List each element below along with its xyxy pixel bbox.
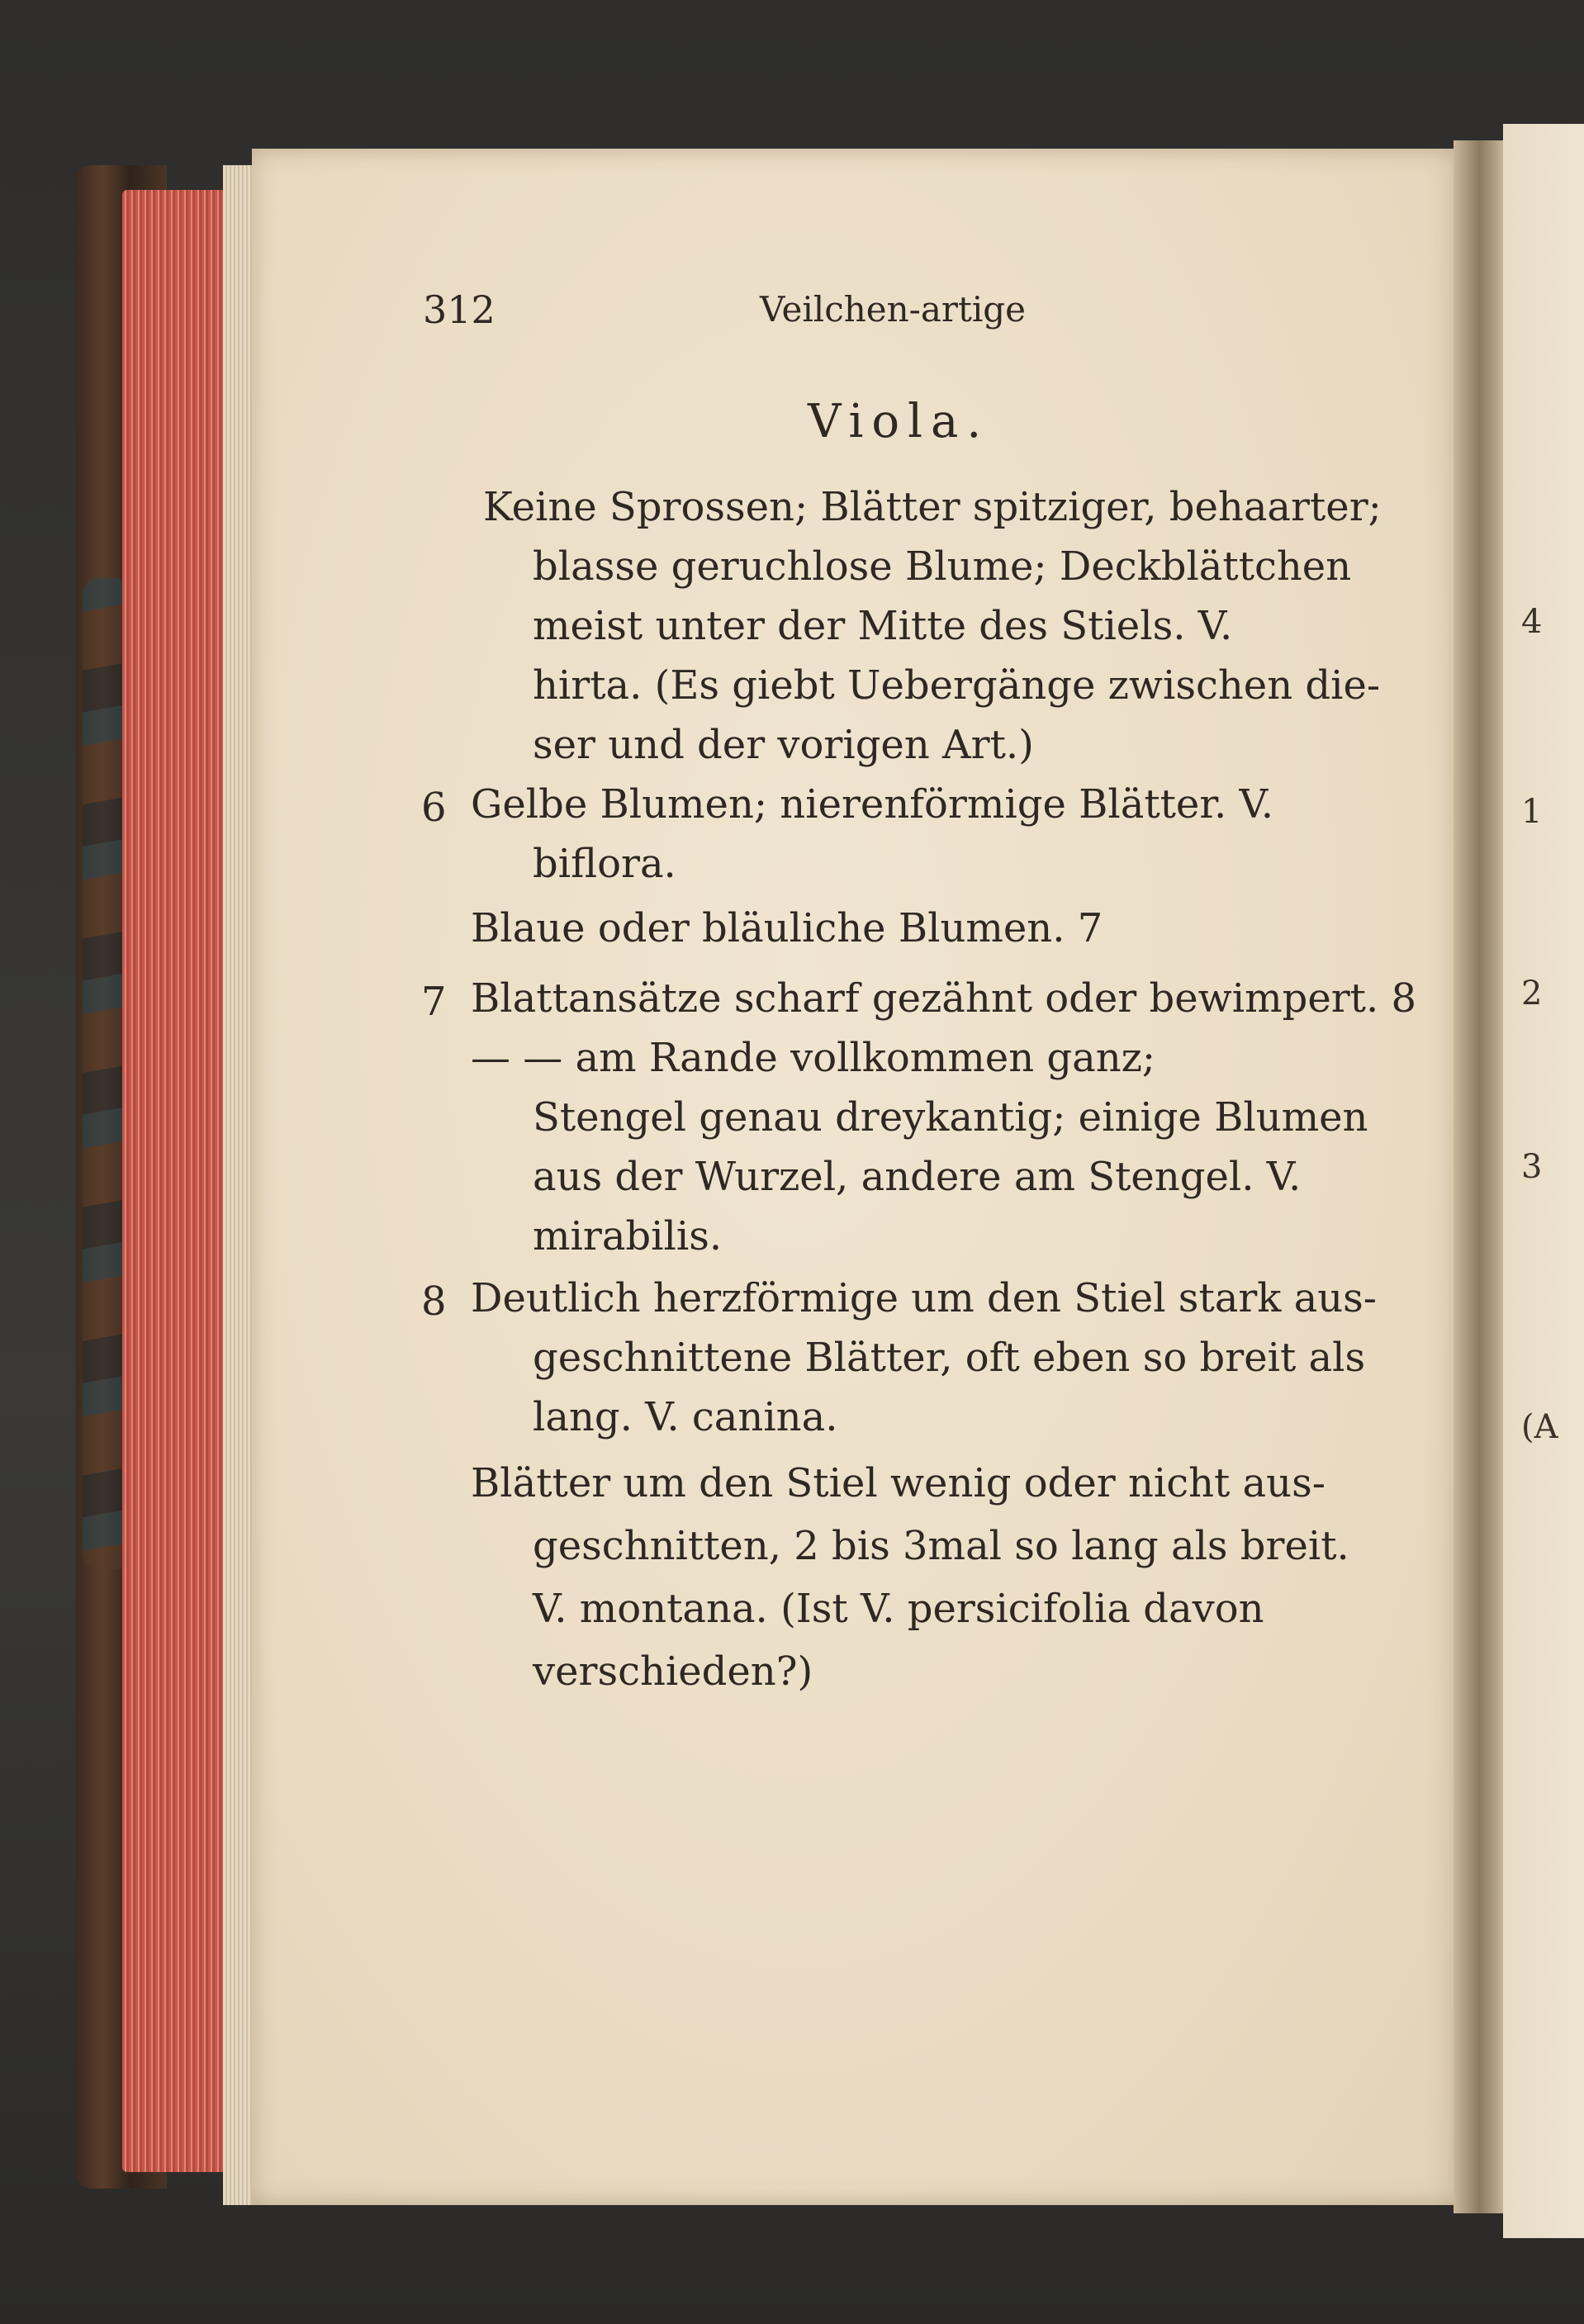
entry-line: Blätter um den Stiel wenig oder nicht aus- (471, 1460, 1326, 1506)
facing-page-edge (1503, 124, 1584, 2238)
key-number: 7 (421, 979, 447, 1025)
entry-line: Blattansätze scharf gezähnt oder bewimpert. 8 (471, 975, 1417, 1022)
entry-line: Stengel genau dreykantig; einige Blumen (533, 1094, 1368, 1141)
entry-line: ser und der vorigen Art.) (533, 722, 1034, 768)
entry-line: biflora. (533, 841, 676, 887)
entry-line: — — am Rande vollkommen ganz; (471, 1035, 1156, 1081)
facing-fragment: (A (1521, 1408, 1558, 1446)
entry-line: Deutlich herzförmige um den Stiel stark aus- (471, 1275, 1378, 1321)
entry-line: mirabilis. (533, 1213, 723, 1259)
key-number: 8 (421, 1278, 447, 1325)
entry-line: V. montana. (Ist V. persicifolia davon (533, 1586, 1264, 1632)
entry-line: Gelbe Blumen; nierenförmige Blätter. V. (471, 781, 1274, 828)
page-number: 312 (423, 287, 496, 332)
facing-fragment: 3 (1521, 1148, 1543, 1186)
entry-line: Blaue oder bläuliche Blumen. 7 (471, 905, 1103, 951)
entry-line: geschnittene Blätter, oft eben so breit als (533, 1335, 1366, 1381)
genus-heading: Viola. (808, 395, 990, 448)
entry-line: Keine Sprossen; Blätter spitziger, behaarter; (483, 484, 1382, 530)
entry-line: geschnitten, 2 bis 3mal so lang als breit. (533, 1523, 1349, 1569)
entry-line: meist unter der Mitte des Stiels. V. (533, 603, 1233, 649)
facing-fragment: 4 (1521, 603, 1543, 641)
entry-line: aus der Wurzel, andere am Stengel. V. (533, 1154, 1302, 1200)
running-head: Veilchen-artige (760, 289, 1027, 330)
facing-fragment: 2 (1521, 975, 1543, 1013)
key-number: 6 (421, 785, 447, 831)
page-stack (223, 165, 256, 2205)
facing-fragment: 1 (1521, 793, 1543, 831)
entry-line: lang. V. canina. (533, 1394, 838, 1440)
entry-line: verschieden?) (533, 1648, 813, 1695)
entry-line: hirta. (Es giebt Uebergänge zwischen die- (533, 662, 1381, 709)
entry-line: blasse geruchlose Blume; Deckblättchen (533, 543, 1352, 590)
